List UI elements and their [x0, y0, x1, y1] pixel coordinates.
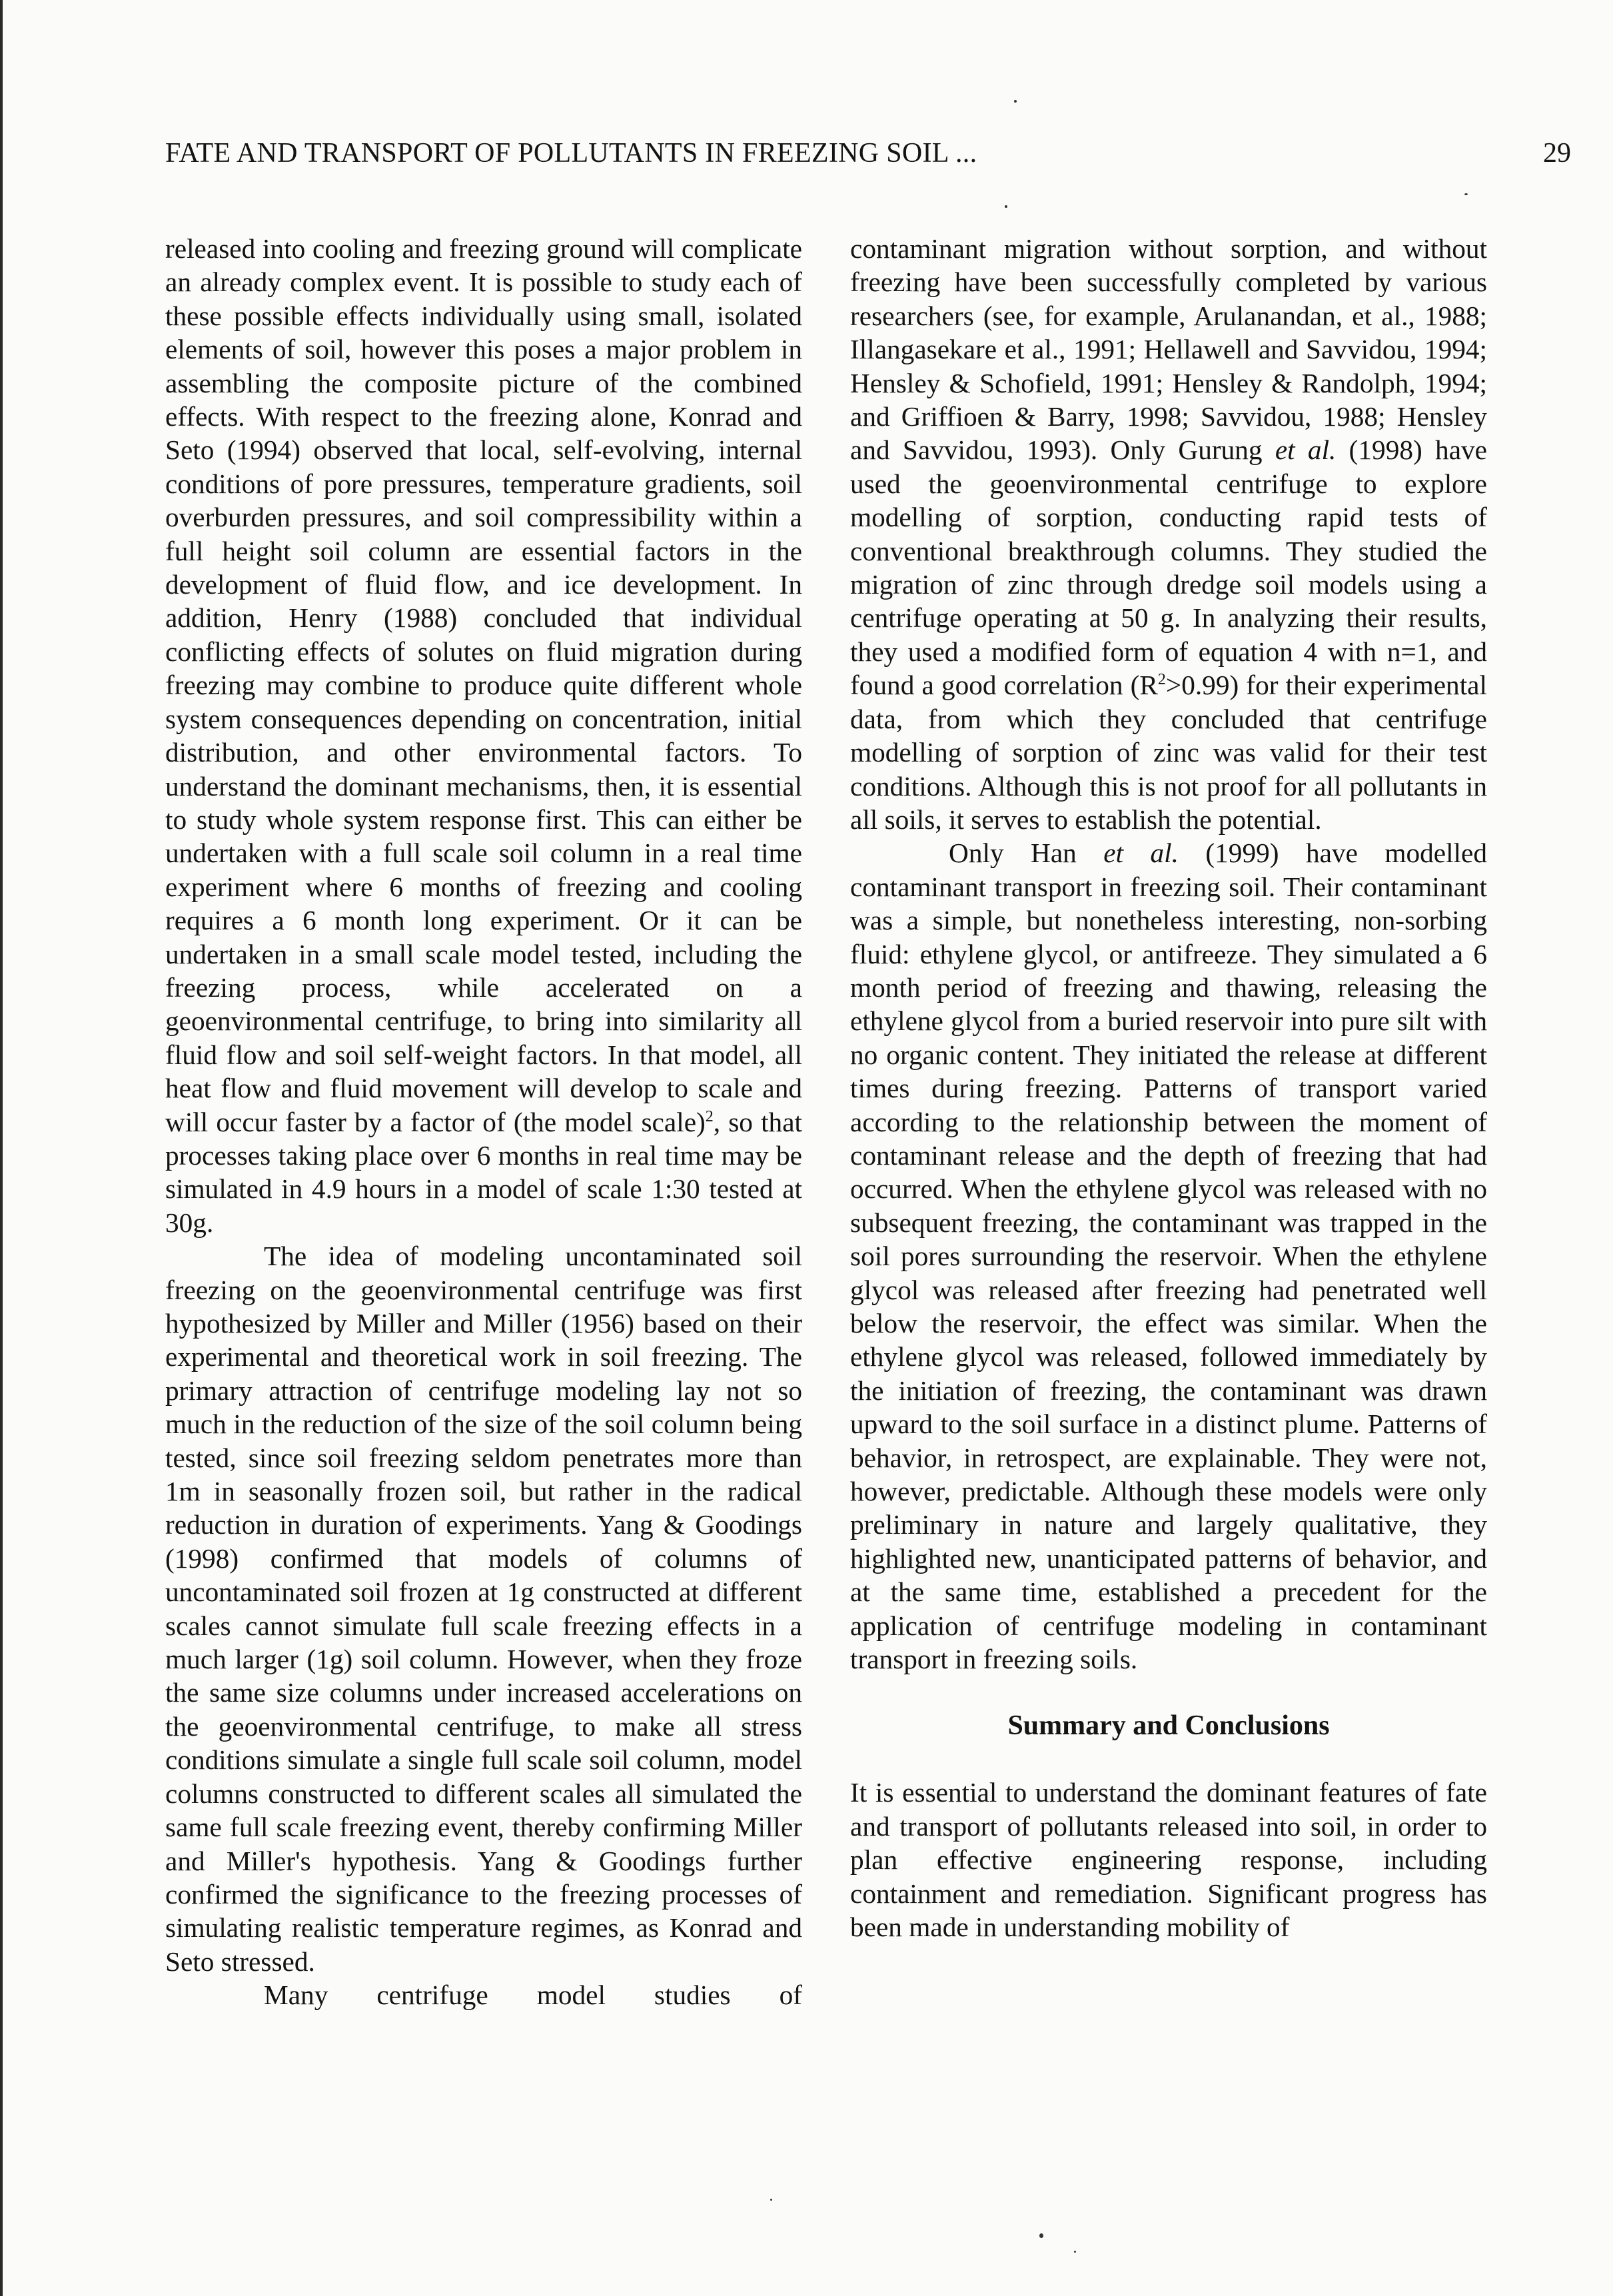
paragraph-freezing-effects — [165, 232, 802, 1239]
paragraph-sorption-studies — [850, 232, 1487, 836]
right-column — [850, 232, 1487, 1944]
scan-speck — [1464, 193, 1468, 195]
scan-speck — [1074, 2251, 1076, 2253]
spacer — [850, 1742, 1487, 1776]
paragraph-text: (1998) have used the geoenvironmental centrifuge to explore modelling of sorption, conducting rapid tests of conventional breakthrough columns. They studied the migration of zinc through dredge soil models using a centrifuge operating at 50 g. In analyzing their results, they used a modified form of equation 4 with n=1, and found a good correlation (R — [850, 434, 1487, 701]
paragraph-text: (1999) have modelled contaminant transport in freezing soil. Their contaminant was a simple, but nonetheless interesting, non-sorbing fluid: ethylene glycol, or antifreeze. They simulated a 6 month period of freezing and thawing, releasing the ethylene glycol from a buried reservoir into pure silt with no organic content. They initiated the release at different times during freezing. Patterns of transport varied according to the relationship between the moment of contaminant release and the depth of freezing that had occurred. When the ethylene glycol was released with no subsequent freezing, the contaminant was trapped in the soil pores surrounding the reservoir. When the ethylene glycol was released after freezing had penetrated well below the reservoir, the effect was similar. When the ethylene glycol was released, followed immediately by the initiation of freezing, the contaminant was drawn upward to the soil surface in a distinct plume. Patterns of behavior, in retrospect, are explainable. They were not, however, predictable. Although these models were only preliminary in nature and largely qualitative, they highlighted new, unanticipated patterns of behavior, and at the same time, established a precedent for the application of centrifuge modeling in contaminant transport in freezing soils. — [850, 838, 1488, 1675]
spacer — [850, 1676, 1487, 1709]
paragraph-text: released into cooling and freezing ground will complicate an already complex event. It is possible to study each of these possible effects individually using small, isolated elements of soil, however this poses a major problem in assembling the composite picture of the combined effects. With respect to the freezing alone, Konrad and Seto (1994) observed that local, self-evolving, internal conditions of pore pressures, temperature gradients, soil overburden pressures, and soil compressibility within a full height soil column are essential factors in the development of fluid flow, and ice development. In addition, Henry (1988) concluded that individual conflicting effects of solutes on fluid migration during freezing may combine to produce quite different whole system consequences depending on concentration, initial distribution, and other environmental factors. To understand the dominant mechanisms, then, it is essential to study whole system response first. This can either be undertaken with a full scale soil column in a real time experiment where 6 months of freezing and cooling requires a 6 month long experiment. Or it can be undertaken in a small scale model tested, including the freezing process, while accelerated on a geoenvironmental centrifuge, to bring into similarity all fluid flow and soil self-weight factors. In that model, all heat flow and fluid movement will develop to scale and will occur faster by a factor of (the model scale) — [165, 233, 802, 1137]
superscript: 2 — [1157, 671, 1166, 689]
paragraph-han-study — [850, 836, 1487, 1676]
scan-speck — [1014, 100, 1017, 103]
scan-speck — [1039, 2233, 1043, 2238]
paragraph-centrifuge-history: The idea of modeling uncontaminated soil freezing on the geoenvironmental centrifuge was first hypothesized by Miller and Miller (1956) based on their experimental and theoretical work in soil freezing. The primary attraction of centrifuge modeling lay not so much in the reduction of the size of the soil column being tested, since soil freezing seldom penetrates more than 1m in seasonally frozen soil, but rather in the radical reduction in duration of experiments. Yang & Goodings (1998) confirmed that models of columns of uncontaminated soil frozen at 1g constructed at different scales cannot simulate full scale freezing effects in a much larger (1g) soil column. However, when they froze the same size columns under increased accelerations on the geoenvironmental centrifuge, to make all stress conditions simulate a single full scale soil column, model columns constructed to different scales all simulated the same full scale freezing event, thereby confirming Miller and Miller's hypothesis. Yang & Goodings further confirmed the significance to the freezing processes of simulating realistic temperature regimes, as Konrad and Seto stressed. — [165, 1241, 802, 1977]
italic-et-al: et al. — [1275, 434, 1337, 466]
superscript: 2 — [705, 1107, 714, 1125]
paragraph-summary: It is essential to understand the dominant features of fate and transport of pollutants released into soil, in order to plan effective engineering response, including containment and remediation. Significant progress has been made in understanding mobility of — [850, 1777, 1487, 1943]
scan-speck — [770, 2199, 772, 2201]
page-number: 29 — [1543, 138, 1571, 169]
scan-speck — [1005, 205, 1007, 208]
paragraph-text: Only Han — [949, 838, 1104, 869]
paragraph-text: , so that processes taking place over 6 months in real time may be simulated in 4.9 hours in a model of scale 1:30 tested at 30g. — [165, 1106, 802, 1238]
left-column — [165, 232, 802, 2012]
paragraph-centrifuge-studies: Many centrifuge model studies of — [264, 1980, 802, 2011]
scan-edge-line — [0, 0, 3, 2296]
paragraph-text: contaminant migration without sorption, and without freezing have been successfully completed by various researchers (see, for example, Arulanandan, et al., 1988; Illangasekare et al., 1991; Hellawell and Savvidou, 1994; Hensley & Schofield, 1991; Hensley & Randolph, 1994; and Griffioen & Barry, 1998; Savvidou, 1988; Hensley and Savvidou, 1993). Only Gurung — [850, 233, 1487, 466]
paragraph-text: >0.99) for their experimental data, from which they concluded that centrifuge modelling of sorption of zinc was valid for their test conditions. Although this is not proof for all pollutants in all soils, it serves to establish the potential. — [850, 670, 1487, 835]
running-title: FATE AND TRANSPORT OF POLLUTANTS IN FREEZING SOIL ... — [165, 138, 977, 169]
page-header — [165, 137, 1571, 177]
italic-et-al: et al. — [1103, 838, 1179, 869]
section-heading: Summary and Conclusions — [1007, 1710, 1330, 1742]
